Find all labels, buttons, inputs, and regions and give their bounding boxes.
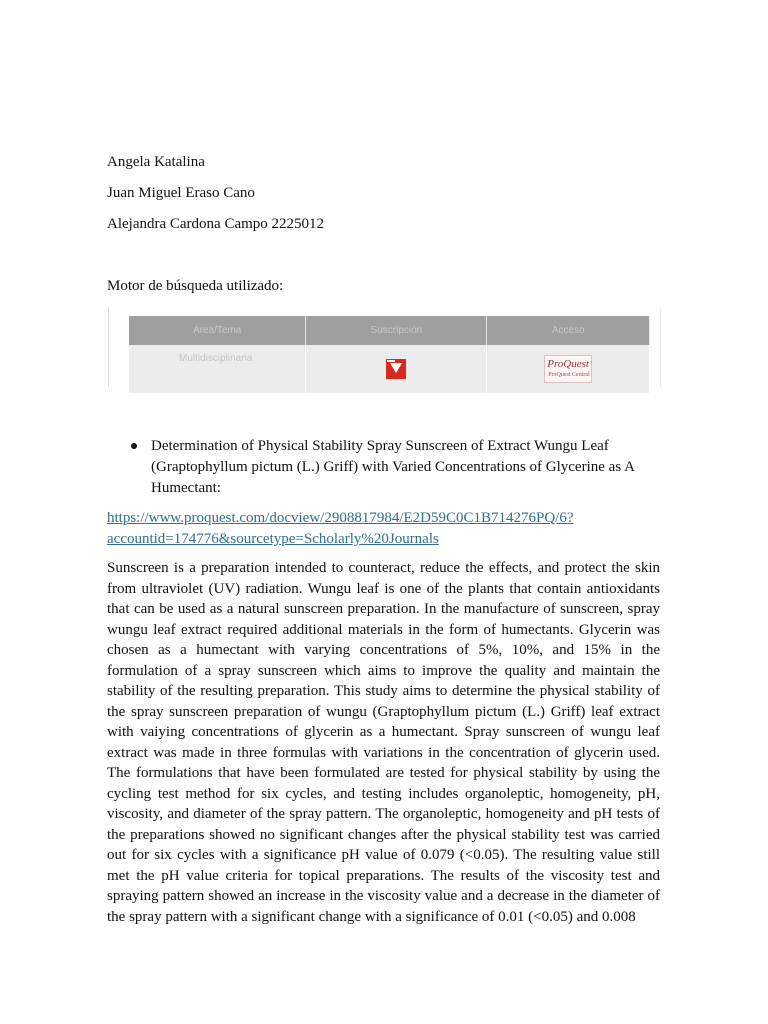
- header-access: Acceso: [487, 316, 650, 345]
- table-header-row: [129, 316, 650, 345]
- article-title: Determination of Physical Stability Spray Sunscreen of Extract Wungu Leaf (Graptophyllum pictum (L.) Griff) with Varied Concentrations of Glycerine as A Humectant:: [151, 438, 635, 496]
- header-subscription: Suscripción: [306, 316, 487, 345]
- author-name: Juan Miguel Eraso Cano: [107, 185, 255, 201]
- database-table-frame: [108, 307, 661, 387]
- article-link-line[interactable]: accountid=174776&sourcetype=Scholarly%20Journals: [107, 531, 439, 547]
- article-link-line[interactable]: https://www.proquest.com/docview/2908817984/E2D59C0C1B714276PQ/6?: [107, 510, 574, 526]
- area-cell: Multidisciplinaria: [129, 345, 306, 393]
- subscription-cell: [306, 345, 487, 393]
- header-area: Área/Tema: [129, 316, 306, 345]
- proquest-logo[interactable]: [544, 355, 592, 383]
- proquest-logo-subtext: ProQuest Central: [548, 372, 590, 378]
- article-abstract: Sunscreen is a preparation intended to counteract, reduce the effects, and protect the skin from ultraviolet (UV) radiation. Wungu leaf is one of the plants that contain antioxidants that can be used as a natural sunscreen preparation. In the manufacture of sunscreen, spray wungu leaf extract required additional materials in the form of humectants. Glycerin was chosen as a humectant with varying concentrations of 5%, 10%, and 15% in the formulation of a spray sunscreen which aims to improve the quality and maintain the stability of the resulting preparation. This study aims to determine the physical stability of the spray sunscreen preparation of wungu (Graptophyllum pictum (L.) Griff) leaf extract with vaiying concentrations of glycerin as a humectant. Spray sunscreen of wungu leaf extract was made in three formulas with variations in the concentration of glycerin used. The formulations that have been formulated are tested for physical stability by using the cycling test method for six cycles, and testing includes organoleptic, homogeneity, pH, viscosity, and diameter of the spray pattern. The organoleptic, homogeneity and pH tests of the preparations showed no significant changes after the physical stability test was carried out for six cycles with a significance pH value of 0.079 (<0.05). The resulting value still met the pH value criteria for topical preparations. The results of the viscosity test and spraying pattern showed an increase in the viscosity value and a decrease in the diameter of the spray pattern with a significant change with a significance of 0.01 (<0.05) and 0.008: [107, 560, 660, 925]
- red-download-icon[interactable]: [386, 359, 406, 379]
- proquest-logo-text: ProQuest: [547, 358, 589, 370]
- bullet-icon: [131, 443, 137, 449]
- search-engine-label: Motor de búsqueda utilizado:: [107, 278, 284, 294]
- author-name: Angela Katalina: [107, 154, 205, 170]
- article-link[interactable]: [107, 508, 667, 550]
- access-cell: [487, 345, 650, 393]
- table-row: [129, 345, 650, 393]
- database-table: [129, 316, 650, 393]
- author-name: Alejandra Cardona Campo 2225012: [107, 216, 325, 232]
